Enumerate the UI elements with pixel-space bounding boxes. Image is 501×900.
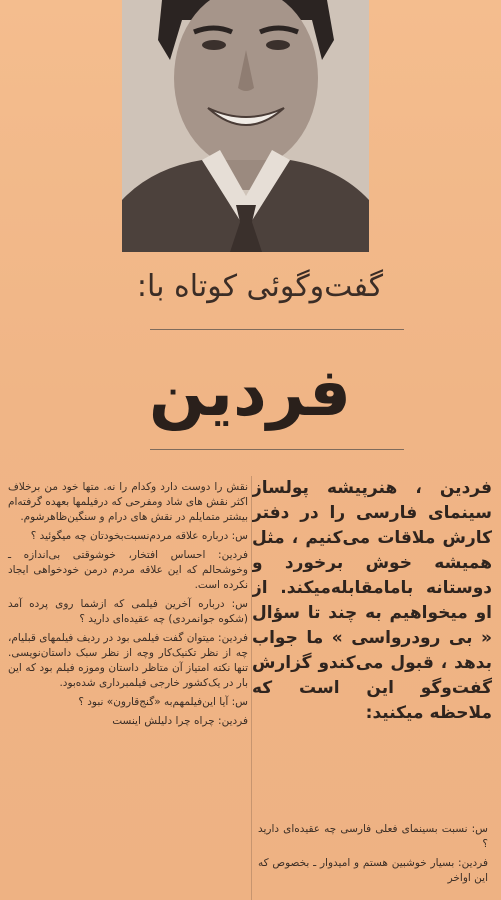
question: س: درباره آخرین فیلمی که ازشما روی پرده آمد (شکوه جوانمردی) چه عقیده‌ای دارید ؟: [8, 598, 248, 625]
lead-paragraph: فردین ، هنرپیشه پولساز سینمای فارسی را در دفتر کارش ملاقات می‌کنیم ، مثل همیشه خوش برخورد و دوستانه بامامقابله‌میکند. از او میخواهیم به چند تا سؤال « بی رودرواسی » ما جواب بدهد ، قبول می‌کندو گزارش گفت‌وگو این است که ملاحظه میکنید:: [252, 478, 492, 723]
answer: فردین: میتوان گفت فیلمی بود در ردیف فیلمهای قبلیام، چه از نظر تکنیک‌کار وچه از نظر سبک داستان‌نویسی. تنها نکته امتیاز آن متاظر داستان وموزه فیلم بود که این بار در یک‌کشور خارجی فیلمبرداری شده‌بود.: [8, 632, 248, 689]
portrait-illustration: [122, 0, 369, 252]
portrait-photo: [122, 0, 369, 252]
column-divider: [251, 476, 252, 900]
answer: فردین: بسیار خوشبین هستم و امیدوار ـ بخصوص که این اواخر: [258, 857, 488, 884]
answer: فردین: احساس افتخار، خوشوقتی بی‌اندازه ـ وخوشحالم که این علاقه مردم درمن خودخواهی ایجاد نکرده است.: [8, 549, 248, 591]
article-lead: [252, 476, 492, 726]
bottom-rule: [150, 449, 404, 450]
top-rule: [150, 329, 404, 330]
right-lower-column: [258, 822, 488, 890]
answer: فردین: چراه چرا دلیلش اینست: [112, 715, 248, 727]
question: س: آیا این‌فیلمهم‌به «گنج‌قارون» نبود ؟: [78, 696, 248, 708]
article-kicker: گفت‌وگوئی کوتاه با:: [136, 269, 384, 304]
article-headline: فردین: [148, 354, 352, 431]
paragraph: نقش را دوست دارد وکدام را نه. متها خود من برخلاف اکثر نقش های شاد ومفرحی که درفیلمها بعهده گرفته‌ام بیشتر متمایلم در نقش های درام و سنگین‌ظاهرشوم.: [8, 481, 248, 523]
question: س: نسبت بسینمای فعلی فارسی چه عقیده‌ای دارید ؟: [258, 823, 488, 850]
left-column: [8, 480, 248, 733]
question: س: درباره علاقه مردم‌نسبت‌بخودتان چه میگوئید ؟: [30, 530, 248, 542]
